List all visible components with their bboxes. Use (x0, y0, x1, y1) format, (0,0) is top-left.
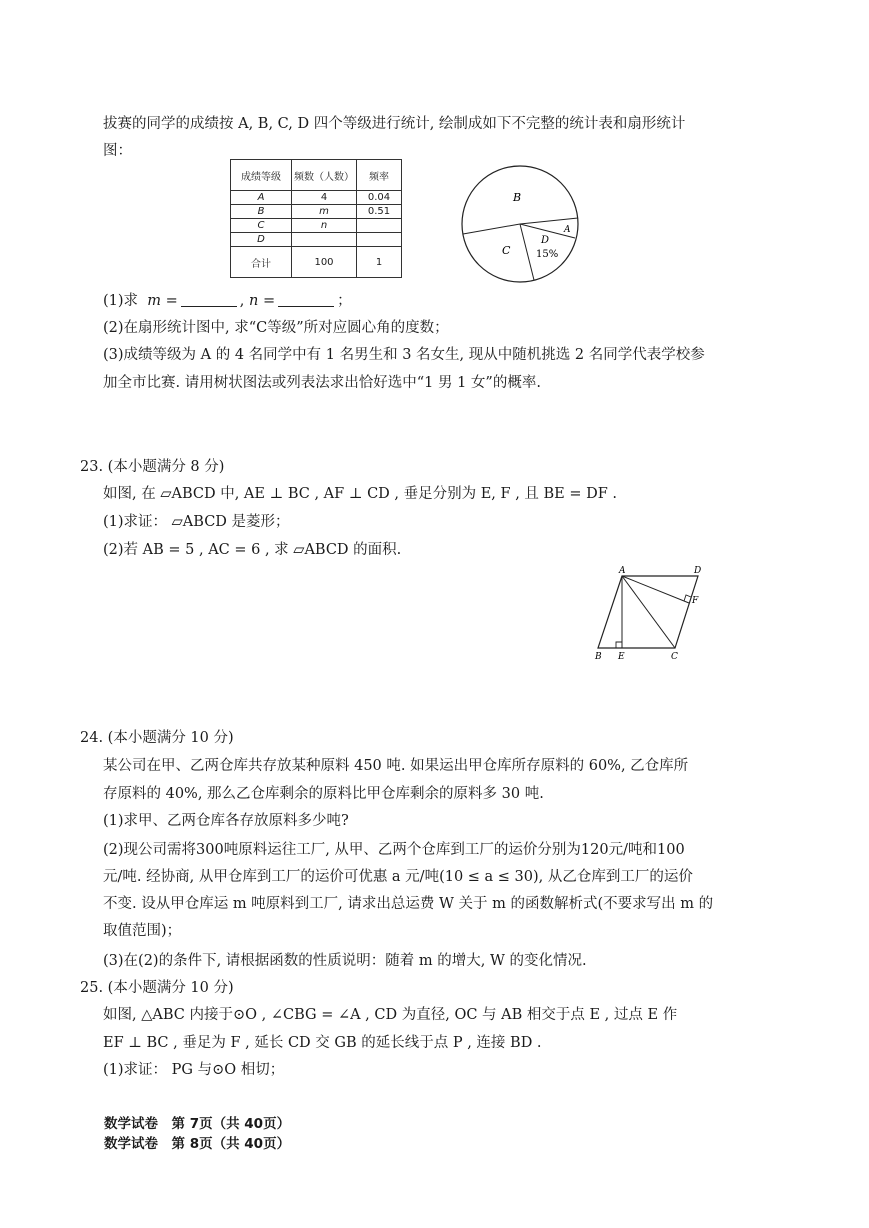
table-cell: B (231, 205, 292, 219)
answer-blank-n (278, 292, 334, 307)
table-header: 频数（人数） (292, 160, 357, 191)
label-a: A (619, 566, 626, 576)
q22-part3-line2: 加全市比赛. 请用树状图法或列表法求出恰好选中“1 男 1 女”的概率. (103, 375, 541, 391)
m-equals: m = (147, 293, 178, 309)
q22-part1: (1)求 m = , n = ； (103, 293, 352, 309)
q22-intro-line1: 拔赛的同学的成绩按 A, B, C, D 四个等级进行统计, 绘制成如下不完整的统计表和扇形统计 (103, 116, 686, 132)
q24-title: 24. (本小题满分 10 分) (80, 730, 234, 746)
q25-line2: EF ⊥ BC , 垂足为 F , 延长 CD 交 GB 的延长线于点 P , 连接 BD . (103, 1035, 542, 1051)
pie-label-d: D (541, 235, 550, 246)
right-angle-e (616, 642, 622, 648)
table-cell: 0.51 (357, 205, 402, 219)
q24-part2-line3: 不变. 设从甲仓库运 m 吨原料到工厂, 请求出总运费 W 关于 m 的函数解析式(不要求写出 m 的 (103, 896, 714, 912)
table-row (231, 191, 402, 205)
table-cell: m (292, 205, 357, 219)
q23-body: 如图, 在 ▱ABCD 中, AE ⊥ BC , AF ⊥ CD , 垂足分别为 E, F , 且 BE = DF . (103, 486, 618, 502)
q25-line1: 如图, △ABC 内接于⊙O , ∠CBG = ∠A , CD 为直径, OC 与 AB 相交于点 E , 过点 E 作 (103, 1007, 678, 1023)
pie-label-a: A (564, 225, 571, 235)
page-footer-8: 数学试卷 第 8页（共 40页） (104, 1136, 291, 1152)
table-cell: 1 (357, 247, 402, 278)
label-b: B (595, 652, 602, 662)
table-cell: n (292, 219, 357, 233)
label-c: C (671, 652, 678, 662)
table-cell (357, 219, 402, 233)
q22-part3-line1: (3)成绩等级为 A 的 4 名同学中有 1 名男生和 3 名女生, 现从中随机挑选 2 名同学代表学校参 (103, 347, 705, 363)
q25-part1: (1)求证： PG 与⊙O 相切； (103, 1062, 285, 1078)
q24-part1: (1)求甲、乙两仓库各存放原料多少吨? (103, 813, 349, 829)
q24-part2-line2: 元/吨. 经协商, 从甲仓库到工厂的运价可优惠 a 元/吨(10 ≤ a ≤ 30), 从乙仓库到工厂的运价 (103, 869, 693, 885)
table-cell (357, 233, 402, 247)
table-cell: 100 (292, 247, 357, 278)
q22-intro-line2: 图： (103, 143, 132, 159)
table-row (231, 219, 402, 233)
pie-label-d-percent: 15% (536, 249, 559, 260)
n-equals: n = (249, 293, 276, 309)
table-cell: A (231, 191, 292, 205)
pie-chart (458, 162, 582, 286)
frequency-table (230, 159, 402, 278)
table-header: 频率 (357, 160, 402, 191)
q24-line2: 存原料的 40%, 那么乙仓库剩余的原料比甲仓库剩余的原料多 30 吨. (103, 786, 544, 802)
pie-divider-dc (520, 224, 534, 280)
q23-part1: (1)求证： ▱ABCD 是菱形； (103, 514, 290, 530)
table-cell: C (231, 219, 292, 233)
table-cell: 0.04 (357, 191, 402, 205)
pie-label-b: B (513, 191, 522, 204)
table-row (231, 205, 402, 219)
q24-part3: (3)在(2)的条件下, 请根据函数的性质说明：随着 m 的增大, W 的变化情况. (103, 953, 587, 969)
table-header: 成绩等级 (231, 160, 292, 191)
q24-line1: 某公司在甲、乙两仓库共存放某种原料 450 吨. 如果运出甲仓库所存原料的 60%, 乙仓库所 (103, 758, 689, 774)
label-e: E (618, 652, 625, 662)
table-row (231, 233, 402, 247)
pie-label-c: C (502, 244, 511, 257)
parallelogram-figure (588, 563, 708, 663)
table-cell: 4 (292, 191, 357, 205)
q24-part2-line4: 取值范围)； (103, 923, 182, 939)
table-cell: D (231, 233, 292, 247)
label-d: D (694, 566, 702, 576)
table-cell: 合计 (231, 247, 292, 278)
pie-divider-ba (520, 218, 578, 224)
pie-divider-bc (463, 224, 520, 234)
table-cell (292, 233, 357, 247)
q23-title: 23. (本小题满分 8 分) (80, 459, 225, 475)
q25-title: 25. (本小题满分 10 分) (80, 980, 234, 996)
answer-blank-m (181, 292, 237, 307)
table-total-row (231, 247, 402, 278)
page-footer-7: 数学试卷 第 7页（共 40页） (104, 1116, 291, 1132)
label-f: F (692, 596, 699, 606)
q24-part2-line1: (2)现公司需将300吨原料运往工厂, 从甲、乙两个仓库到工厂的运价分别为120元/吨和100 (103, 842, 685, 858)
q23-part2: (2)若 AB = 5 , AC = 6 , 求 ▱ABCD 的面积. (103, 542, 402, 558)
q22-part2: (2)在扇形统计图中, 求“C等级”所对应圆心角的度数； (103, 320, 449, 336)
